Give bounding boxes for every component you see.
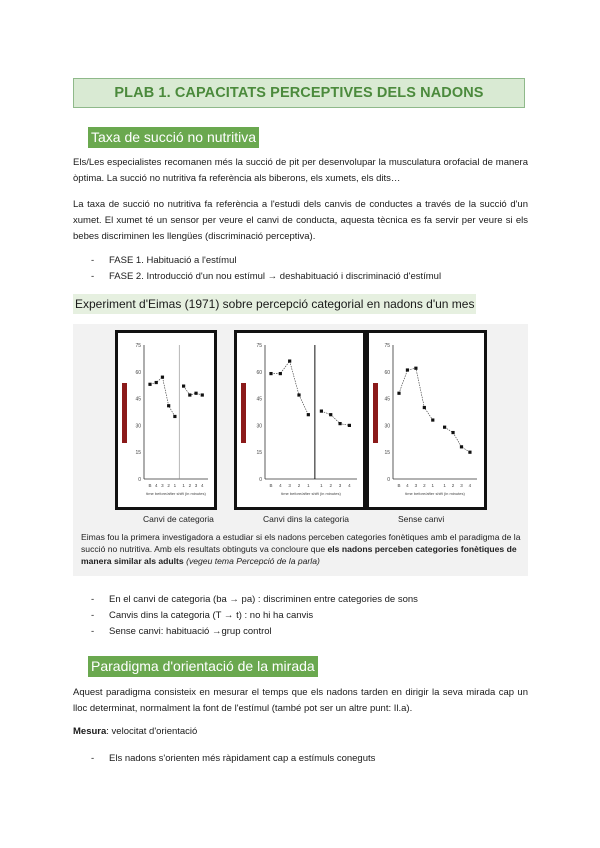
series-before-line <box>399 368 433 420</box>
data-point <box>194 392 197 395</box>
data-point <box>406 368 409 371</box>
data-point <box>468 451 471 454</box>
paragraph-succio-2: La taxa de succió no nutritiva fa referència a l'estudi dels canvis de conductes a través de la succió d'un xumet. El xumet té un sensor per veure el canvi de conducta, aquesta tècnica es fa servir per veure si els bebes discriminen les llengües (discriminació perceptiva). <box>73 199 528 242</box>
chart-panel-canvi-dins <box>234 330 366 510</box>
y-axis-label-bar <box>241 383 246 443</box>
data-point <box>155 381 158 384</box>
x-tick-label: 2 <box>167 483 170 488</box>
bullet-list-fases <box>91 253 531 285</box>
y-tick-label: 15 <box>256 450 262 457</box>
x-tick-label: 1 <box>431 483 435 488</box>
list-item: - FASE 2. Introducció d'un nou estímul → deshabituació i discriminació d'estímul <box>91 271 442 282</box>
x-tick-label: 1 <box>320 483 323 488</box>
paragraph-mirada: Aquest paradigma consisteix en mesurar el temps que els nadons tarden en dirigir la seva mirada cap un lloc determinat, normalment la font de l'estímul (també pot ser un altre punt: Il.a). <box>73 687 528 714</box>
y-axis-label-bar <box>373 383 378 443</box>
x-tick-label: 3 <box>194 483 198 488</box>
x-tick-label: 1 <box>307 483 310 488</box>
y-tick-label: 45 <box>256 396 262 403</box>
data-point <box>173 415 176 418</box>
y-tick-label: 0 <box>138 477 141 483</box>
bullet-list-resultats <box>91 592 531 640</box>
data-point <box>431 418 434 421</box>
data-point <box>443 426 446 429</box>
x-tick-label: 3 <box>338 483 342 488</box>
y-tick-label: 75 <box>256 343 262 349</box>
bullet-list-mirada <box>91 751 531 767</box>
x-axis-label: time before/after shift (in minutes) <box>281 491 341 496</box>
x-tick-label: 3 <box>414 483 418 488</box>
y-tick-label: 45 <box>384 396 390 403</box>
list-item: - Canvis dins la categoria (T → t) : no hi ha canvis <box>91 610 314 621</box>
series-before-line <box>271 361 308 415</box>
y-tick-label: 15 <box>384 450 390 457</box>
x-tick-label: B <box>148 483 152 488</box>
experiment-heading: Experiment d'Eimas (1971) sobre percepció categorial en nadons d'un mes <box>73 294 476 314</box>
y-tick-label: 60 <box>384 369 390 376</box>
data-point <box>269 372 272 375</box>
data-point <box>460 445 463 448</box>
data-point <box>279 372 282 375</box>
y-tick-label: 75 <box>384 343 390 349</box>
data-point <box>397 392 400 395</box>
x-tick-label: 2 <box>297 483 301 488</box>
x-axis-label: time before/after shift (in minutes) <box>405 491 465 496</box>
x-tick-label: 4 <box>201 483 204 488</box>
list-item: - En el canvi de categoria (ba → pa) : discriminen entre categories de sons <box>91 594 418 605</box>
series-after-line <box>184 386 203 395</box>
data-point <box>307 413 310 416</box>
list-item: - Sense canvi: habituació →grup control <box>91 626 272 637</box>
data-point <box>414 367 417 370</box>
data-point <box>201 393 204 396</box>
y-tick-label: 75 <box>135 343 141 349</box>
data-point <box>161 376 164 379</box>
x-tick-label: 4 <box>468 483 472 488</box>
paragraph-succio-1: Els/Les especialistes recomanen més la succió de pit per desenvolupar la musculatura orofacial de manera òptima. La succió no nutritiva fa referència als biberons, els xumets, els dits… <box>73 157 528 184</box>
chart-svg <box>118 333 214 507</box>
x-tick-label: 4 <box>348 483 351 488</box>
data-point <box>338 422 341 425</box>
chart-panel-sense-canvi <box>366 330 487 510</box>
caption-sense-canvi: Sense canvi <box>398 514 445 524</box>
data-point <box>297 393 300 396</box>
y-tick-label: 0 <box>259 477 262 483</box>
figure-description: Eimas fou la primera investigadora a estudiar si els nadons perceben categories fonètiques amb el paradigma de la succió no nutritiva. Amb els resultats obtinguts va concloure que els nadons perceben categories fonètiques de manera similar als adults (vegeu tema Percepció de la parla) <box>81 532 521 566</box>
y-axis-label-bar <box>122 383 127 443</box>
x-tick-label: 4 <box>406 483 409 488</box>
x-tick-label: 4 <box>279 483 282 488</box>
page-title: PLAB 1. CAPACITATS PERCEPTIVES DELS NADONS <box>114 85 484 101</box>
series-after-line <box>445 427 470 452</box>
x-tick-label: B <box>269 483 273 488</box>
mesura-line: Mesura: velocitat d'orientació <box>73 726 198 737</box>
page-title-box <box>73 78 525 108</box>
x-tick-label: 3 <box>161 483 164 488</box>
y-tick-label: 60 <box>256 369 262 376</box>
y-tick-label: 0 <box>387 477 390 483</box>
x-tick-label: B <box>397 483 401 488</box>
x-tick-label: 2 <box>188 483 192 488</box>
experiment-figure <box>73 324 528 576</box>
y-tick-label: 30 <box>384 423 390 430</box>
data-point <box>329 413 332 416</box>
data-point <box>167 404 170 407</box>
x-tick-label: 2 <box>423 483 426 488</box>
data-point <box>320 410 323 413</box>
chart-panel-canvi-categoria <box>115 330 217 510</box>
x-axis-label: time before/after shift (in minutes) <box>146 491 206 496</box>
data-point <box>182 384 185 387</box>
data-point <box>288 359 291 362</box>
x-tick-label: 3 <box>288 483 291 488</box>
y-tick-label: 45 <box>135 396 141 403</box>
chart-svg <box>237 333 363 507</box>
y-tick-label: 30 <box>135 423 141 430</box>
x-tick-label: 3 <box>460 483 463 488</box>
data-point <box>423 406 426 409</box>
x-tick-label: 4 <box>154 483 158 488</box>
y-tick-label: 30 <box>256 423 262 430</box>
section-heading-mirada: Paradigma d'orientació de la mirada <box>88 656 318 677</box>
list-item: - Els nadons s'orienten més ràpidament cap a estímuls coneguts <box>91 753 376 764</box>
caption-canvi-categoria: Canvi de categoria <box>143 514 214 524</box>
data-point <box>148 383 151 386</box>
x-tick-label: 1 <box>173 483 177 488</box>
series-after-line <box>321 411 349 425</box>
x-tick-label: 1 <box>443 483 446 488</box>
caption-canvi-dins: Canvi dins la categoria <box>263 514 349 524</box>
x-tick-label: 2 <box>329 483 332 488</box>
y-tick-label: 15 <box>135 450 141 457</box>
y-tick-label: 60 <box>135 369 141 376</box>
section-heading-succio: Taxa de succió no nutritiva <box>88 127 259 148</box>
data-point <box>451 431 454 434</box>
chart-svg <box>369 333 484 507</box>
series-before-line <box>150 377 175 416</box>
data-point <box>188 393 191 396</box>
list-item: - FASE 1. Habituació a l'estímul <box>91 255 237 266</box>
x-tick-label: 2 <box>451 483 455 488</box>
data-point <box>348 424 351 427</box>
x-tick-label: 1 <box>182 483 185 488</box>
